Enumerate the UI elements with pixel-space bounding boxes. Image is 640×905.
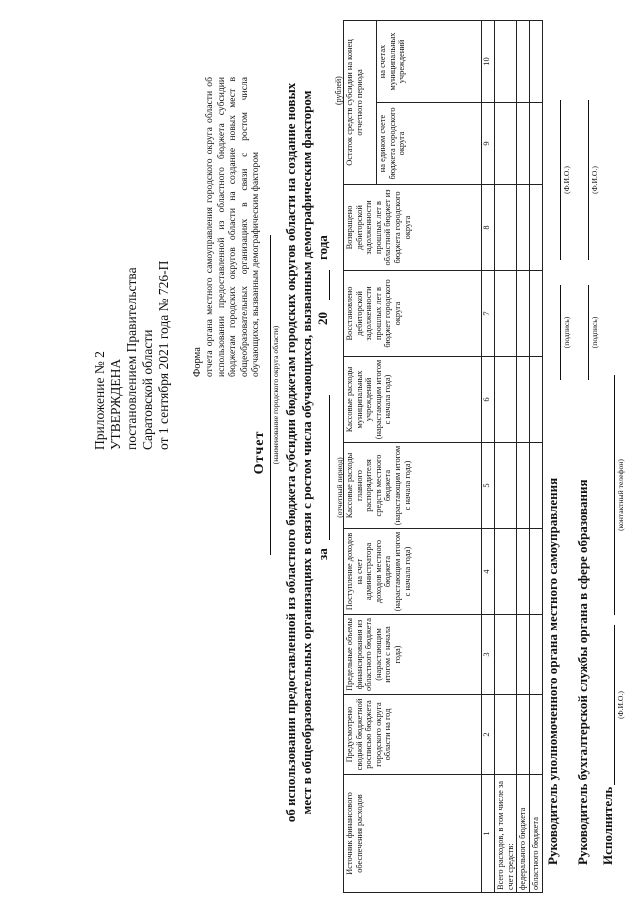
period-prefix: за [315,548,330,560]
name-blank [614,625,615,785]
appendix-number: Приложение № 2 [92,351,107,450]
approval-line: Саратовской области [140,329,155,450]
period-year-blank [329,270,331,300]
signature-blank [560,285,561,380]
report-table [343,20,543,893]
group-header: Остаток средств субсидии на конец отчетного периода [344,20,377,184]
column-header: Предельные объемы финансирования из областного бюджета (нарастающим итогом с начала года) [344,615,482,695]
name-caption: (Ф.И.О.) [616,691,625,719]
phone-blank [614,375,615,615]
table-row [517,20,530,892]
table-row [495,20,517,892]
column-header: Возвращено дебиторской задолженности прошлых лет в областной бюджет из бюджета городского округа [344,185,482,271]
signature-caption: (подпись) [590,316,599,349]
table-row [530,20,543,892]
column-header: Поступление доходов на счет администратора доходов местного бюджета (нарастающим итогом с начала года) [344,529,482,615]
report-title: Отчет [252,430,267,475]
approved-stamp: УТВЕРЖДЕНА [108,358,123,450]
subtitle-line: об использовании предоставленной из областного бюджета субсидии бюджетам городских округов области на создание новых [283,82,298,823]
column-header: Предусмотрено сводной бюджетной росписью бюджета городского округа области на год [344,695,482,775]
executor-label: Исполнитель [600,786,615,865]
municipality-caption: (наименование городского округа области) [271,325,280,465]
column-number-row [482,20,495,892]
name-caption: (Ф.И.О.) [562,166,571,194]
period-century: 20 [315,312,330,325]
name-blank [588,100,589,260]
unit-label: (рублей) [334,76,343,105]
approval-line: постановлением Правительства [124,267,139,450]
signature-caption: (подпись) [562,316,571,349]
phone-caption: (контактный телефон) [616,459,625,531]
column-number: 1 [482,775,495,893]
column-number: 7 [482,271,495,357]
column-header: на едином счете бюджета городского округа [377,103,482,185]
column-number: 5 [482,443,495,529]
column-number: 3 [482,615,495,695]
accounting-signature-label: Руководитель бухгалтерской службы органа в сфере образования [575,479,590,865]
column-number: 4 [482,529,495,615]
table-header-row [344,20,377,892]
column-number: 6 [482,357,495,443]
signature-blank [588,285,589,380]
form-label: Форма [192,347,203,377]
row-label: федерального бюджета [517,775,530,893]
period-blank [329,395,331,540]
approval-block [92,150,172,450]
column-header: на счетах муниципальных учреждений [377,20,482,102]
column-number: 9 [482,103,495,185]
column-number: 10 [482,20,495,102]
column-header: Кассовые расходы главного распорядителя средств местного бюджета (нарастающим итогом с начала года) [344,443,482,529]
approval-line: от 1 сентября 2021 года № 726-П [156,260,171,450]
row-label: областного бюджета [530,775,543,893]
name-caption: (Ф.И.О.) [590,166,599,194]
column-number: 8 [482,185,495,271]
subtitle-line: мест в общеобразовательных организациях в связи с ростом числа обучающихся, вызванным демографическим фактором [298,90,314,815]
column-header: Источник финансового обеспечения расходов [344,775,482,893]
period-suffix: года [315,235,330,260]
report-subtitle [283,20,314,885]
column-header: Кассовые расходы муниципальных учреждений (нарастающим итогом с начала года) [344,357,482,443]
period-line [315,20,333,885]
row-label: Всего расходов, в том числе за счет средств: [495,775,517,893]
column-number: 2 [482,695,495,775]
head-signature-label: Руководитель уполномоченного органа местного самоуправления [545,477,560,865]
form-text: отчета органа местного самоуправления городского округа области об использовании предоставленной из областного бюджета субсидии бюджетам городских округов области на создание новых мест в общеобразовательных организациях в связи с ростом числа обучающихся, вызванным демографическим фактором [204,77,262,377]
column-header: Восстановлено дебиторской задолженности прошлых лет в бюджет городского округа [344,271,482,357]
period-caption: (отчетный период) [335,457,344,518]
name-blank [560,100,561,260]
